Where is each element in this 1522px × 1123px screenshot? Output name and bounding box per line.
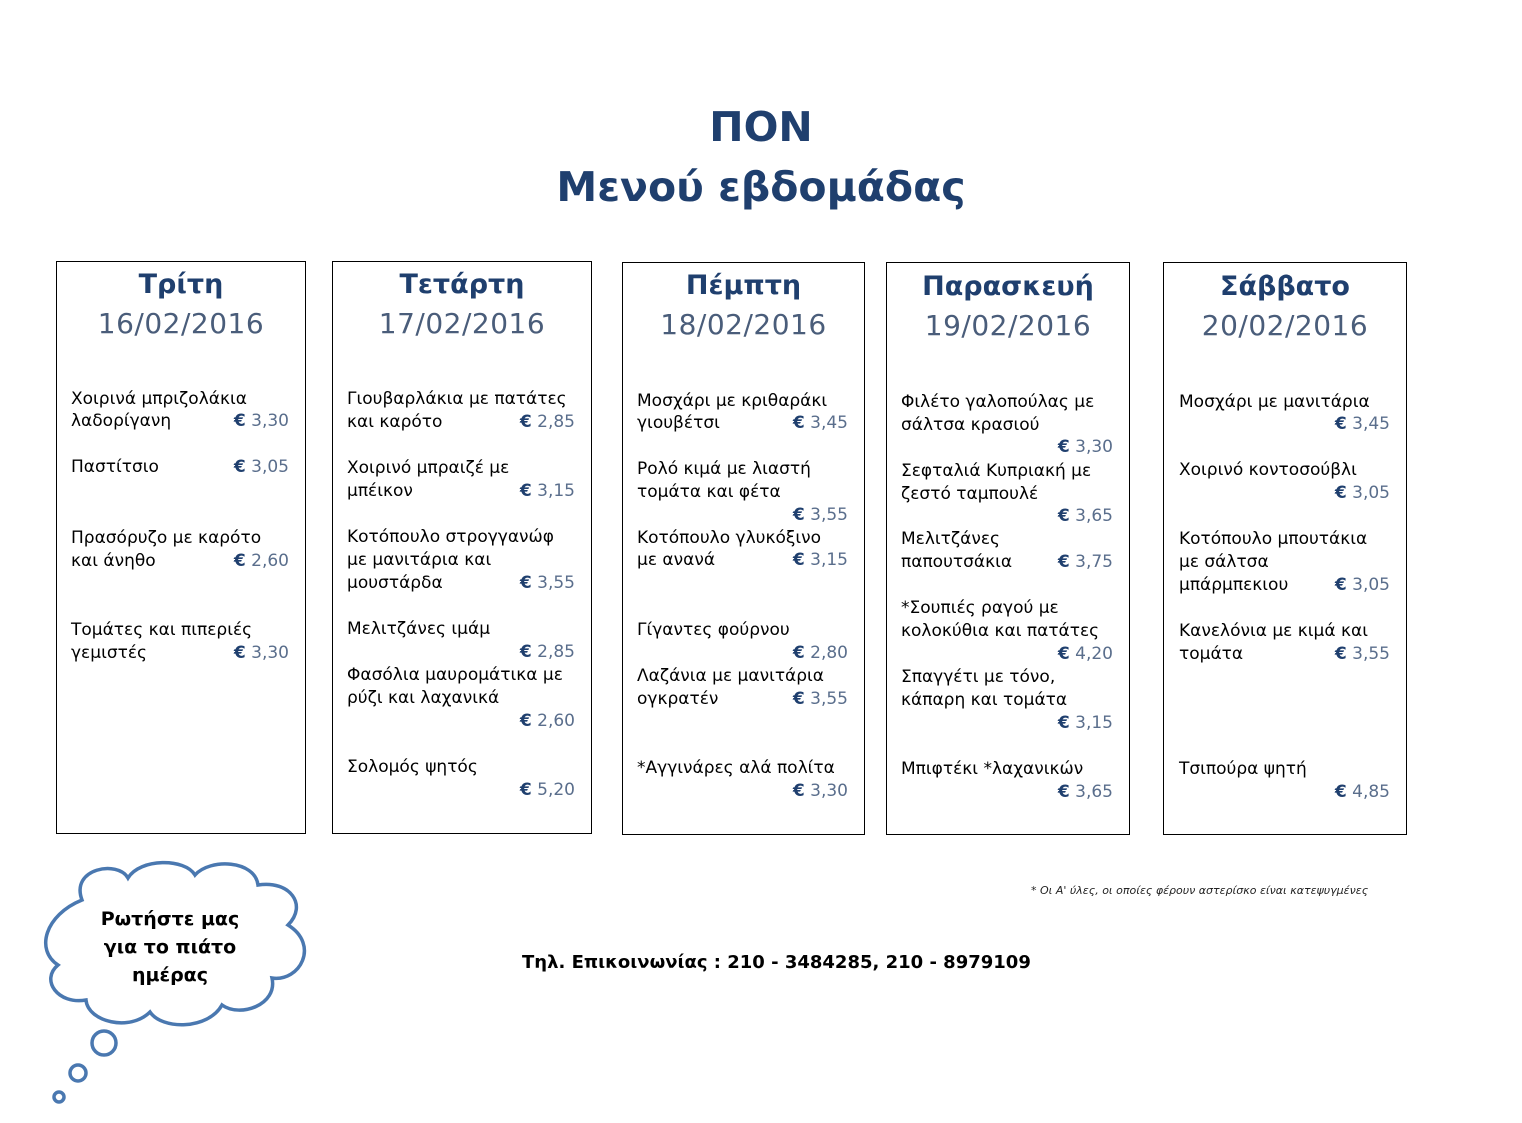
day-date: 16/02/2016	[97, 307, 265, 340]
dish-name: Φασόλια μαυρομάτικα με	[347, 665, 563, 685]
dish-name: Κανελόνια με κιμά και	[1179, 621, 1368, 641]
dish-price	[793, 504, 848, 527]
price-value: 3,15	[1075, 713, 1113, 733]
cloud-line: για το πιάτο	[103, 936, 237, 958]
dish-name: Κοτόπουλο γλυκόξινο	[637, 528, 822, 548]
dish-price	[520, 710, 575, 733]
dish-name: Χοιρινό κοντοσούβλι	[1179, 460, 1357, 480]
day-date: 17/02/2016	[378, 307, 546, 340]
dish-price	[1335, 643, 1390, 666]
dish-name: Χοιρινά μπριζολάκια	[71, 389, 247, 409]
price-value: 3,15	[810, 550, 848, 570]
euro-icon: €	[519, 711, 532, 731]
dish-name: μπάρμπεκιου	[1179, 575, 1289, 595]
dish-name: ογκρατέν	[637, 689, 719, 709]
dish-name: ρύζι και λαχανικά	[347, 688, 500, 708]
dish-price	[1058, 436, 1113, 459]
euro-icon: €	[1057, 782, 1070, 802]
euro-icon: €	[519, 481, 532, 501]
dish-name: σάλτσα κρασιού	[901, 415, 1040, 435]
page-title: ΠΟΝ	[709, 103, 813, 151]
dish-name: Κοτόπουλο μπουτάκια	[1179, 529, 1368, 549]
price-value: 3,05	[1352, 575, 1390, 595]
euro-icon: €	[233, 457, 246, 477]
price-value: 3,30	[251, 643, 289, 663]
price-value: 4,85	[1352, 782, 1390, 802]
euro-icon: €	[1057, 713, 1070, 733]
dish-price	[793, 549, 848, 572]
dish-price	[1058, 505, 1113, 528]
dish-name: Παστίτσιο	[71, 457, 159, 477]
contact-phones: Τηλ. Επικοινωνίας : 210 - 3484285, 210 - 8979109	[522, 952, 1031, 973]
dish-name: Σολομός ψητός	[347, 757, 478, 777]
euro-icon: €	[792, 550, 805, 570]
price-value: 3,30	[251, 411, 289, 431]
cloud-bubble-medium	[70, 1065, 86, 1081]
dish-name: Λαζάνια με μανιτάρια	[637, 666, 825, 686]
dish-name: τομάτα	[1179, 644, 1244, 664]
euro-icon: €	[792, 643, 805, 663]
euro-icon: €	[519, 412, 532, 432]
day-date: 19/02/2016	[924, 309, 1092, 342]
dish-name: Μοσχάρι με μανιτάρια	[1179, 392, 1370, 412]
dish-name: Ρολό κιμά με λιαστή	[637, 459, 811, 479]
dish-price	[1335, 413, 1390, 436]
frozen-footnote: * Οι Α' ύλες, οι οποίες φέρουν αστερίσκο είναι κατεψυγμένες	[1031, 884, 1369, 897]
euro-icon: €	[1334, 644, 1347, 664]
price-value: 3,55	[810, 505, 848, 525]
dish-name: και άνηθο	[71, 551, 156, 571]
dish-price	[1058, 551, 1113, 574]
dish-name: γεμιστές	[71, 643, 147, 663]
dish-name: μουστάρδα	[347, 573, 443, 593]
dish-price	[520, 641, 575, 664]
price-value: 3,15	[537, 481, 575, 501]
dish-name: παπουτσάκια	[901, 552, 1013, 572]
dish-price	[1058, 781, 1113, 804]
euro-icon: €	[792, 781, 805, 801]
dish-name: Σεφταλιά Κυπριακή με	[901, 461, 1092, 481]
cloud-bubble-large	[92, 1031, 116, 1055]
price-value: 3,05	[1352, 483, 1390, 503]
price-value: 3,65	[1075, 506, 1113, 526]
cloud-line: Ρωτήστε μας	[100, 908, 240, 930]
euro-icon: €	[1334, 782, 1347, 802]
dish-name: Γιουβαρλάκια με πατάτες	[347, 389, 567, 409]
price-value: 3,05	[251, 457, 289, 477]
cloud-bubble-small	[54, 1092, 64, 1102]
dish-name: Χοιρινό μπραιζέ με	[347, 458, 510, 478]
dish-price	[1335, 482, 1390, 505]
dish-name: Μελιτζάνες	[901, 529, 1001, 549]
page-subtitle: Μενού εβδομάδας	[556, 163, 966, 211]
dish-price	[793, 412, 848, 435]
euro-icon: €	[233, 551, 246, 571]
dish-name: *Σουπιές ραγού με	[901, 598, 1059, 618]
euro-icon: €	[1334, 483, 1347, 503]
euro-icon: €	[1057, 506, 1070, 526]
dish-price	[1335, 781, 1390, 804]
day-name: Τρίτη	[138, 269, 224, 300]
dish-price	[793, 642, 848, 665]
cloud-line: ημέρας	[132, 964, 208, 986]
euro-icon: €	[1057, 552, 1070, 572]
dish-price	[520, 572, 575, 595]
dish-price	[1058, 712, 1113, 735]
euro-icon: €	[1334, 414, 1347, 434]
euro-icon: €	[519, 780, 532, 800]
euro-icon: €	[519, 642, 532, 662]
day-name: Τετάρτη	[399, 269, 525, 300]
dish-name: κολοκύθια και πατάτες	[901, 621, 1100, 641]
euro-icon: €	[1057, 437, 1070, 457]
price-value: 2,60	[537, 711, 575, 731]
dish-name: Μπιφτέκι *λαχανικών	[901, 759, 1084, 779]
price-value: 3,75	[1075, 552, 1113, 572]
euro-icon: €	[519, 573, 532, 593]
dish-name: Σπαγγέτι με τόνο,	[901, 667, 1056, 687]
euro-icon: €	[1334, 575, 1347, 595]
dish-name: τομάτα και φέτα	[637, 482, 781, 502]
dish-name: με μανιτάρια και	[347, 550, 492, 570]
day-name: Παρασκευή	[922, 271, 1094, 302]
dish-name: Φιλέτο γαλοπούλας με	[901, 392, 1095, 412]
euro-icon: €	[792, 413, 805, 433]
day-date: 18/02/2016	[660, 308, 827, 341]
dish-name: Μελιτζάνες ιμάμ	[347, 619, 491, 639]
dish-name: κάπαρη και τομάτα	[901, 690, 1068, 710]
dish-name: Μοσχάρι με κριθαράκι	[637, 391, 828, 411]
dish-name: Τσιπούρα ψητή	[1179, 759, 1307, 779]
dish-price	[1058, 643, 1113, 666]
price-value: 2,80	[810, 643, 848, 663]
euro-icon: €	[792, 505, 805, 525]
dish-name: με ανανά	[637, 550, 716, 570]
price-value: 3,30	[1075, 437, 1113, 457]
dish-price	[520, 779, 575, 802]
euro-icon: €	[233, 643, 246, 663]
dish-name: και καρότο	[347, 412, 443, 432]
dish-name: Τομάτες και πιπεριές	[71, 620, 253, 640]
dish-name: με σάλτσα	[1179, 552, 1269, 572]
dish-name: Κοτόπουλο στρογγανώφ	[347, 527, 554, 547]
euro-icon: €	[233, 411, 246, 431]
price-value: 5,20	[537, 780, 575, 800]
day-name: Πέμπτη	[685, 270, 802, 301]
price-value: 3,55	[537, 573, 575, 593]
price-value: 3,55	[810, 689, 848, 709]
dish-name: λαδορίγανη	[71, 411, 172, 431]
price-value: 3,65	[1075, 782, 1113, 802]
price-value: 3,45	[1352, 414, 1390, 434]
dish-price	[520, 480, 575, 503]
dish-name: ζεστό ταμπουλέ	[901, 484, 1039, 504]
day-date: 20/02/2016	[1201, 309, 1369, 342]
dish-price	[520, 411, 575, 434]
dish-name: Γίγαντες φούρνου	[637, 620, 790, 640]
dish-name: Πρασόρυζο με καρότο	[71, 528, 262, 548]
price-value: 3,55	[1352, 644, 1390, 664]
dish-price	[793, 688, 848, 711]
dish-name: *Αγγινάρες αλά πολίτα	[637, 758, 835, 778]
euro-icon: €	[792, 689, 805, 709]
price-value: 2,60	[251, 551, 289, 571]
price-value: 3,45	[810, 413, 848, 433]
dish-name: μπέικον	[347, 481, 413, 501]
price-value: 4,20	[1075, 644, 1113, 664]
dish-price	[1335, 574, 1390, 597]
price-value: 2,85	[537, 412, 575, 432]
dish-price	[793, 780, 848, 803]
day-name: Σάββατο	[1220, 271, 1350, 302]
price-value: 2,85	[537, 642, 575, 662]
cloud-message	[70, 905, 270, 989]
price-value: 3,30	[810, 781, 848, 801]
euro-icon: €	[1057, 644, 1070, 664]
dish-name: γιουβέτσι	[637, 413, 720, 433]
